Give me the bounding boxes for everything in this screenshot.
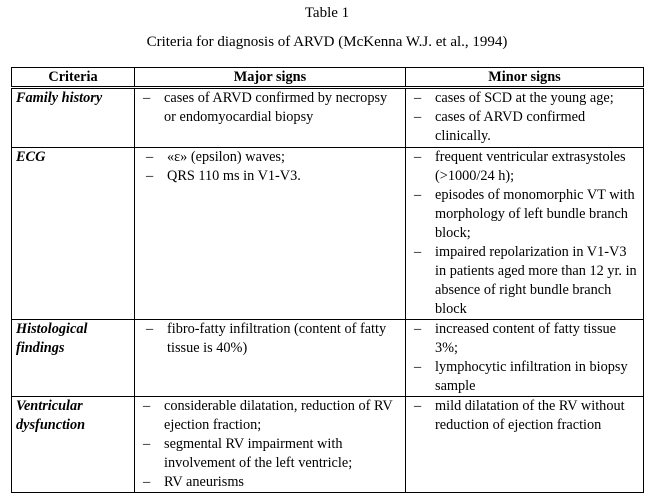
sign-item: – considerable dilatation, reduction of RV ejection fraction; xyxy=(139,397,401,435)
sign-item: – cases of ARVD confirmed by necropsy or endomyocardial biopsy xyxy=(139,89,401,127)
column-header-criteria: Criteria xyxy=(12,68,135,88)
column-header-major-signs: Major signs xyxy=(135,68,406,88)
sign-item: – QRS 110 ms in V1-V3. xyxy=(142,167,401,186)
major-signs-cell xyxy=(135,320,406,397)
sign-item: – increased content of fatty tissue 3%; xyxy=(410,320,639,358)
criteria-table xyxy=(11,67,644,493)
sign-item: – fibro-fatty infiltration (content of fatty tissue is 40%) xyxy=(142,320,401,358)
table-number: Table 1 xyxy=(304,5,350,21)
minor-signs-cell xyxy=(406,320,644,397)
column-header-minor-signs: Minor signs xyxy=(406,68,644,88)
table-header-row xyxy=(12,68,644,88)
sign-item: – cases of SCD at the young age; xyxy=(410,89,639,108)
sign-item: – «ε» (epsilon) waves; xyxy=(142,148,401,167)
minor-signs-cell xyxy=(406,397,644,493)
sign-item: – frequent ventricular extrasystoles (>1000/24 h); xyxy=(410,148,639,186)
sign-item: – episodes of monomorphic VT with morphology of left bundle branch block; xyxy=(410,186,639,243)
major-signs-cell xyxy=(135,397,406,493)
sign-item: – segmental RV impairment with involvement of the left ventricle; xyxy=(139,435,401,473)
table-row-family-history xyxy=(12,88,644,148)
sign-item: – cases of ARVD confirmed clinically. xyxy=(410,108,639,146)
criteria-cell: Histological findings xyxy=(12,320,135,397)
table-row-ventricular-dysfunction xyxy=(12,397,644,493)
major-signs-cell xyxy=(135,88,406,148)
sign-item: – mild dilatation of the RV without reduction of ejection fraction xyxy=(410,397,639,435)
sign-item: – RV aneurisms xyxy=(139,473,401,492)
table-caption: Criteria for diagnosis of ARVD (McKenna W.J. et al., 1994) xyxy=(146,34,508,50)
criteria-cell: ECG xyxy=(12,148,135,320)
criteria-cell: Ventricular dysfunction xyxy=(12,397,135,493)
criteria-cell: Family history xyxy=(12,88,135,148)
table-row-ecg xyxy=(12,148,644,320)
minor-signs-cell xyxy=(406,148,644,320)
table-row-histological-findings xyxy=(12,320,644,397)
minor-signs-cell xyxy=(406,88,644,148)
sign-item: – impaired repolarization in V1-V3 in patients aged more than 12 yr. in absence of right bundle branch block xyxy=(410,243,639,319)
major-signs-cell xyxy=(135,148,406,320)
sign-item: – lymphocytic infiltration in biopsy sample xyxy=(410,358,639,396)
